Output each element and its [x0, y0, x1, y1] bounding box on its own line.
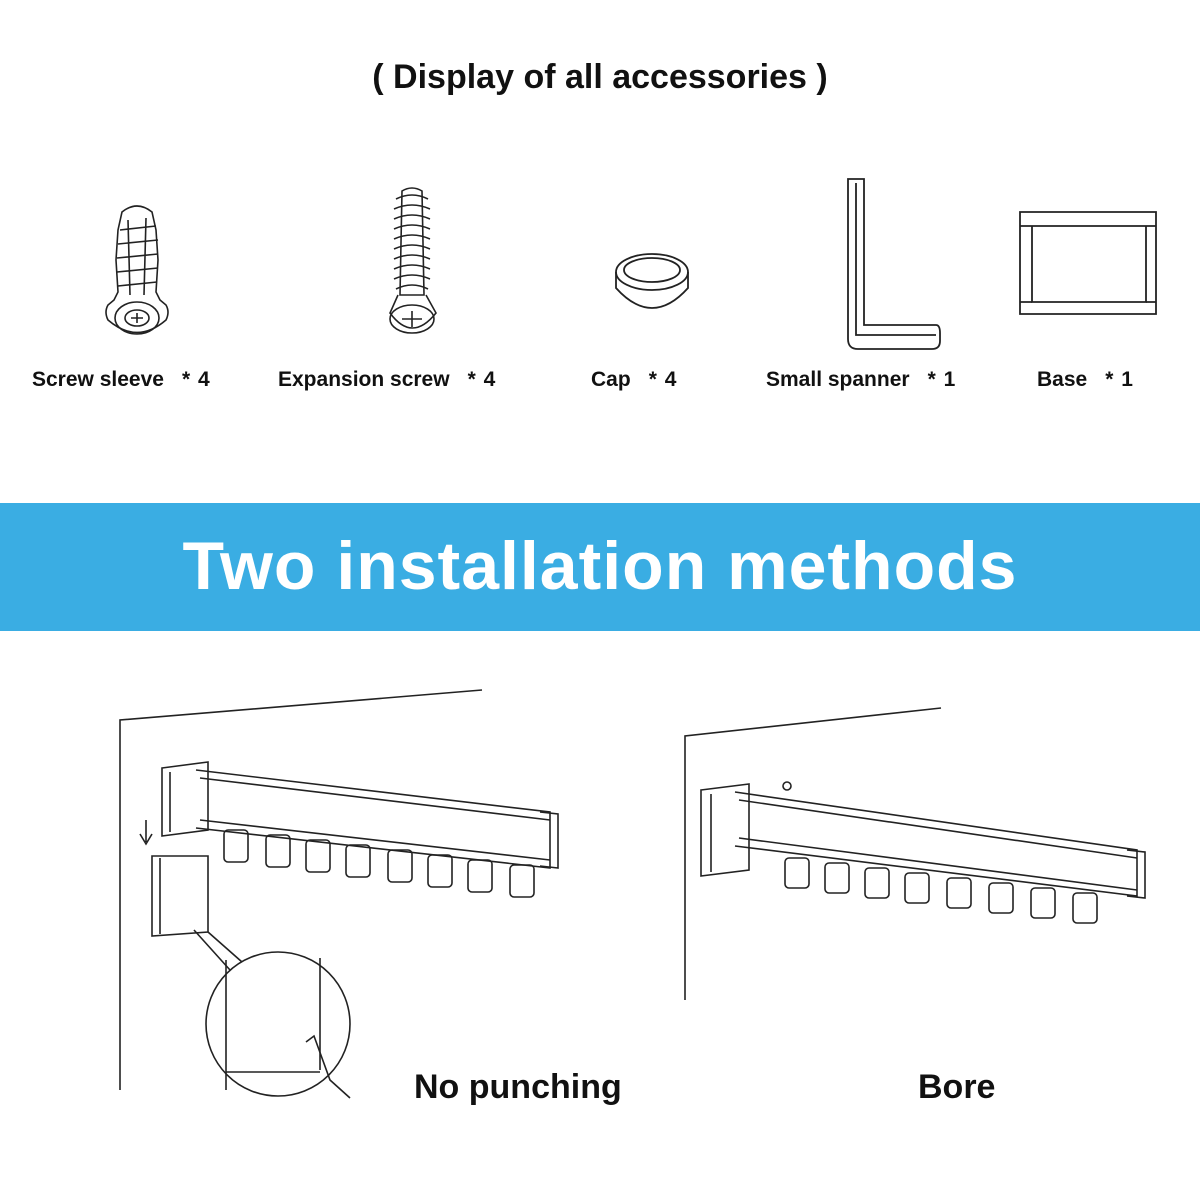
cap-icon: [612, 248, 692, 320]
accessory-name: Base: [1037, 368, 1088, 391]
method-label-no-punching: No punching: [414, 1068, 622, 1106]
accessory-label-cap: [591, 368, 677, 392]
accessory-label-small-spanner: [766, 368, 956, 392]
accessory-label-base: [1037, 368, 1134, 392]
bore-diagram: [675, 700, 1155, 1010]
expansion-screw-icon: [380, 185, 445, 345]
accessory-qty: * 1: [1105, 368, 1134, 391]
banner-title: Two installation methods: [182, 528, 1018, 604]
accessory-qty: * 4: [467, 368, 497, 391]
accessories-heading: ( Display of all accessories ): [372, 58, 828, 96]
accessory-name: Expansion screw: [278, 368, 450, 391]
small-spanner-icon: [840, 175, 945, 355]
method-label-bore: Bore: [918, 1068, 996, 1106]
accessory-label-expansion-screw: [278, 368, 496, 392]
accessory-name: Screw sleeve: [32, 368, 164, 391]
accessory-qty: * 4: [181, 368, 211, 391]
accessory-qty: * 1: [927, 368, 957, 391]
accessory-label-screw-sleeve: [32, 368, 211, 392]
accessory-qty: * 4: [648, 368, 678, 391]
screw-sleeve-icon: [100, 200, 175, 345]
accessory-name: Cap: [591, 368, 631, 391]
no-punching-diagram: [110, 680, 590, 1100]
accessory-name: Small spanner: [766, 368, 910, 391]
base-icon: [1018, 208, 1160, 323]
